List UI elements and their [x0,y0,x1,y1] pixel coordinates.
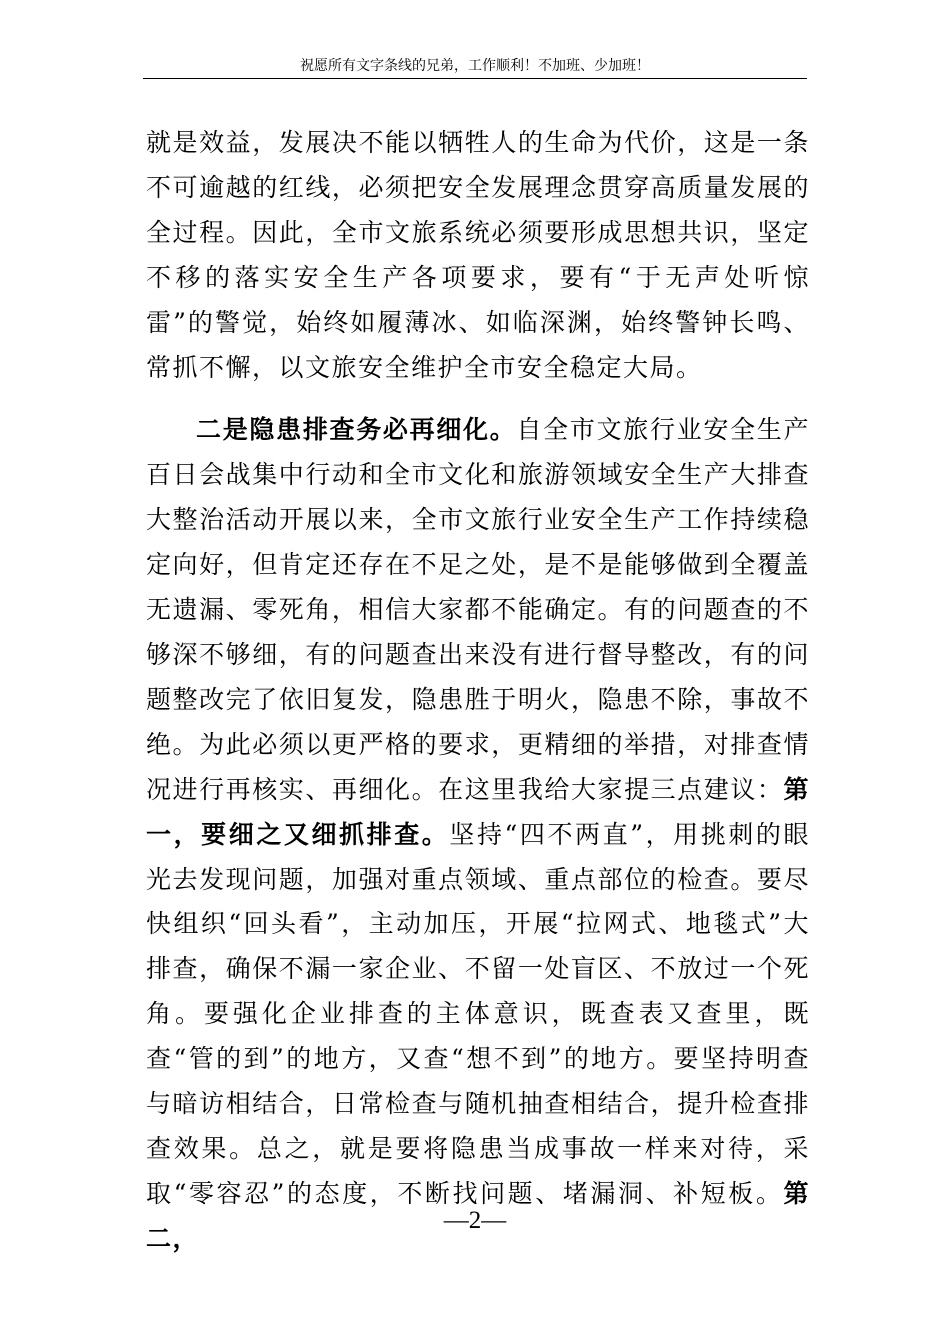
point-two-heading: 第二， [146,1178,810,1253]
paragraph-1 [146,121,810,390]
point-one-text: 坚持“四不两直”，用挑刺的眼光去发现问题，加强对重点领域、重点部位的检查。要尽快组织“回头看”，主动加压，开展“拉网式、地毯式”大排查，确保不漏一家企业、不留一处盲区、不放过一个死角。要强化企业排查的主体意识，既查表又查里，既查“管的到”的地方，又查“想不到”的地方。要坚持明查与暗访相结合，日常检查与随机抽查相结合，提升检查排查效果。总之，就是要将隐患当成事故一样来对待，采取“零容忍”的态度，不断找问题、堵漏洞、补短板。 [146,819,810,1208]
point-one-heading: 第一，要细之又细抓排查。 [146,774,810,849]
page-header: 祝愿所有文字条线的兄弟，工作顺利！不加班、少加班！ [300,58,650,74]
paragraph-1-text: 就是效益，发展决不能以牺牲人的生命为代价，这是一条不可逾越的红线，必须把安全发展理念贯穿高质量发展的全过程。因此，全市文旅系统必须要形成思想共识，坚定不移的落实安全生产各项要求，要有“于无声处听惊雷”的警觉，始终如履薄冰、如临深渊，始终警钟长鸣、常抓不懈，以文旅安全维护全市安全稳定大局。 [146,128,810,382]
paragraph-2-text: 自全市文旅行业安全生产百日会战集中行动和全市文化和旅游领域安全生产大排查大整治活动开展以来，全市文旅行业安全生产工作持续稳定向好，但肯定还存在不足之处，是不是能够做到全覆盖无遗漏、零死角，相信大家都不能确定。有的问题查的不够深不够细，有的问题查出来没有进行督导整改，有的问题整改完了依旧复发，隐患胜于明火，隐患不除，事故不绝。为此必须以更严格的要求，更精细的举措，对排查情况进行再核实、再细化。在这里我给大家提三点建议： [146,415,810,804]
page-number: —2— [443,1207,507,1234]
header-divider [143,78,807,79]
paragraph-2 [146,408,810,1261]
paragraph-2-heading: 二是隐患排查务必再细化。 [196,415,517,445]
document-body [146,121,810,1262]
